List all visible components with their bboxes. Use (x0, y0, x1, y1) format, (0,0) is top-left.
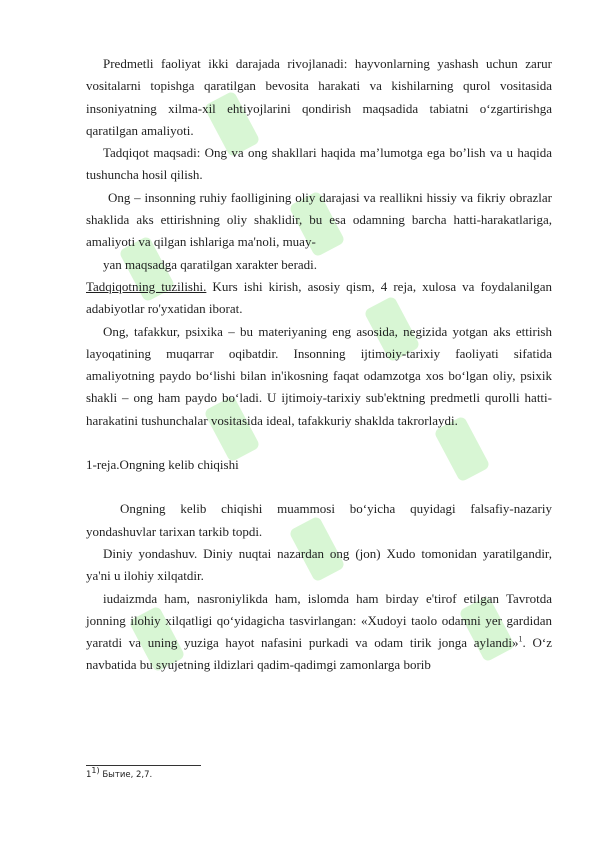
paragraph (86, 276, 552, 321)
footnote (86, 766, 153, 780)
paragraph-text: . O‘z navbatida bu syujetning ildizlari qadim-qadimgi zamonlarga borib (86, 635, 552, 673)
paragraph: Diniy yondashuv. Diniy nuqtai nazardan ong (jon) Xudo tomonidan yaratilgandir, ya'ni u ilohiy xilqatdir. (86, 545, 552, 584)
footnote-text: Бытие, 2,7. (102, 770, 153, 780)
paragraph: Ongning kelib chiqishi muammosi bo‘yicha quyidagi falsafiy-nazariy yondashuvlar tarixan tarkib topdi. (86, 501, 552, 539)
section-label: Tadqiqotning tuzilishi. (86, 278, 207, 294)
footnote-sup: 1) (91, 766, 100, 776)
footnote-divider (86, 765, 201, 766)
paragraph-text: iudaizmda ham, nasroniylikda ham, islomda ham birday e'tirof etilgan Tavrotda jonning ilohiy xilqatligi qo‘yidagicha tasvirlangan: «Xudoyi taolo odamni yer gardidan yaratdi va uning yuziga hayot nafasini purkadi va odam tirik jonga aylandi» (86, 590, 552, 651)
paragraph: Tadqiqot maqsadi: Ong va ong shakllari haqida ma’lumotga ega bo’lish va u haqida tushuncha hosil qilish. (86, 145, 552, 183)
paragraph-text: Kurs ishi kirish, asosiy qism, 4 reja, xulosa va foydalanilgan adabiyotlar ro'yxatidan iborat. (86, 278, 552, 317)
document-body (86, 53, 552, 677)
paragraph: yan maqsadga qaratilgan xarakter beradi. (103, 256, 318, 272)
footnote-ref[interactable]: 1 (518, 634, 523, 644)
paragraph: Ong, tafakkur, psixika – bu materiyaning eng asosida, negizida yotgan aks ettirish layoqatining muqarrar oqibatdir. Insonning ijtimoiy-tarixiy faoliyati sifatida amaliyotning paydo bo‘lishi bilan in'ikosning faqat odamzotga xos bo‘lgan oliy, psixik shakli – ong ham paydo bo‘ladi. U ijtimoiy-tarixiy sub'ektning predmetli qurolli hatti-harakatini tushunchalar vositasida ideal, tafakkuriy shaklda takrorlaydi. (86, 323, 552, 428)
section-heading: 1-reja.Ongning kelib chiqishi (86, 457, 239, 473)
paragraph (86, 588, 552, 677)
paragraph: Predmetli faoliyat ikki darajada rivojlanadi: hayvonlarning yashash uchun zarur vositalarni topishga qaratilgan bevosita harakati va kishilarning qurol vositasida insoniyatning xilma-xil ehtiyojlarini qondirish maqsadida tabiatni o‘zgartirishga qaratilgan amaliyoti. (86, 56, 552, 138)
footnote-number: 1 (86, 770, 92, 780)
paragraph: Ong – insonning ruhiy faolligining oliy darajasi va reallikni hissiy va fikriy obrazlar shaklida aks ettirishning oliy shaklidir, bu esa odamning barcha hatti-harakatlariga, amaliyoti va qilgan ishlariga ma'noli, muay- (86, 189, 552, 250)
